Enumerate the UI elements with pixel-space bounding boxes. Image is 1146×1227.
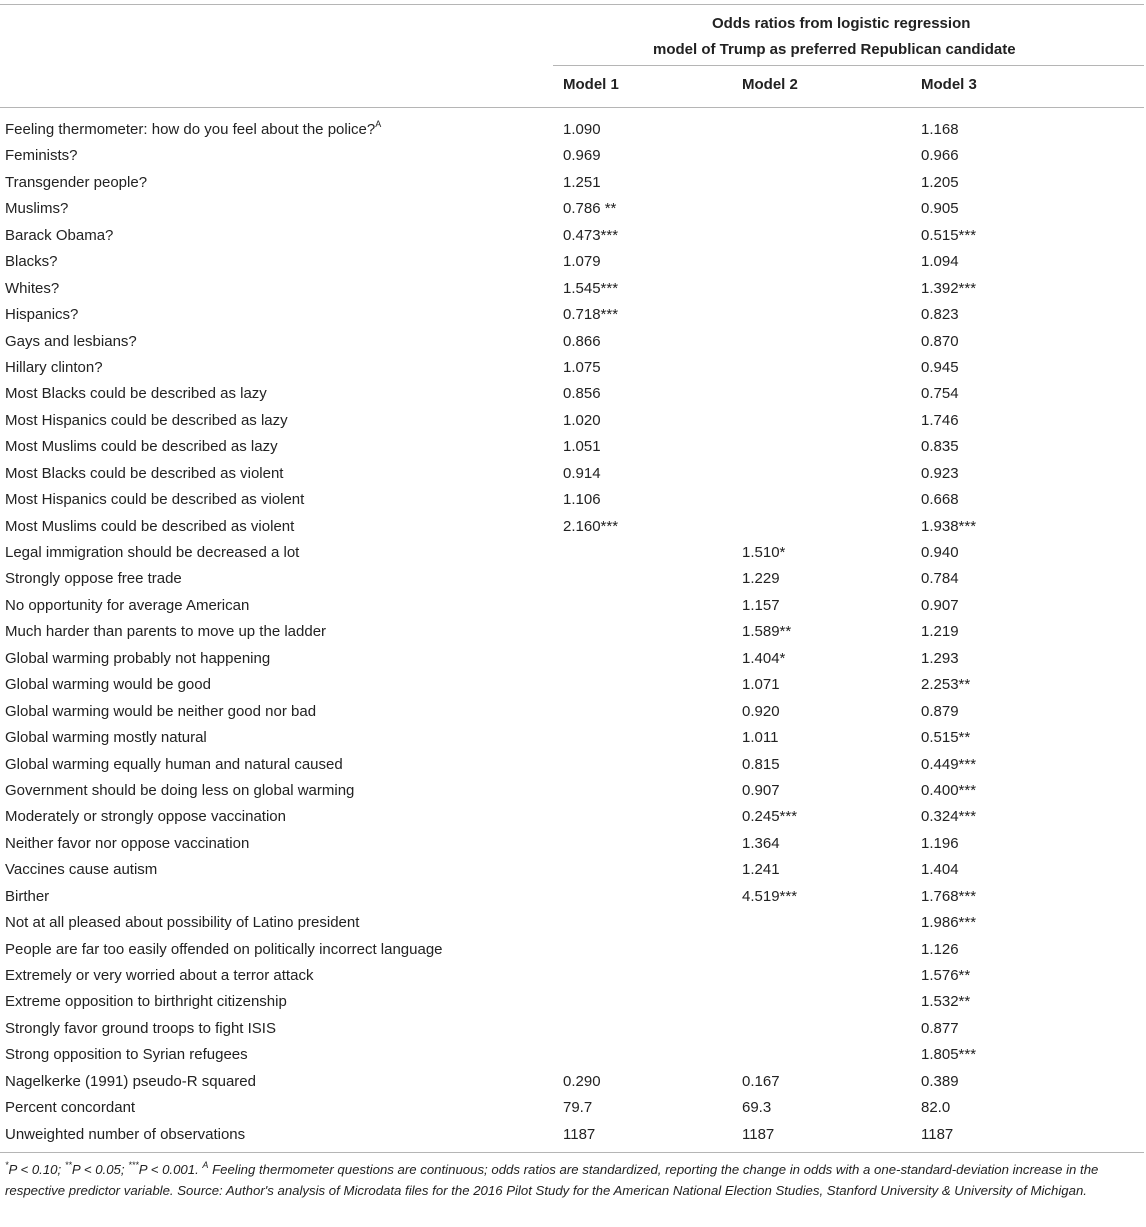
table-row <box>0 937 1144 963</box>
model-3-value: 1.938*** <box>921 517 977 535</box>
table-row <box>0 355 1144 381</box>
table-header-title <box>553 11 1144 63</box>
table-row <box>0 804 1144 830</box>
footnote-sup-1: * <box>5 1159 9 1170</box>
footnote-sup-4: A <box>202 1159 209 1170</box>
model-3-value: 0.784 <box>921 570 959 588</box>
model-3-value: 0.754 <box>921 385 959 403</box>
model-2-value: 1.157 <box>742 596 780 614</box>
row-label <box>5 1069 256 1095</box>
footnote-p3: P < 0.001. <box>138 1162 203 1177</box>
table-row <box>0 910 1144 936</box>
row-label <box>5 672 211 698</box>
row-label-text: Not at all pleased about possibility of Latino president <box>5 914 360 932</box>
row-label-text: Extremely or very worried about a terror attack <box>5 967 314 984</box>
table-row <box>0 170 1144 196</box>
row-label <box>5 804 286 830</box>
row-label <box>5 329 137 355</box>
row-label-text: Global warming mostly natural <box>5 729 207 747</box>
row-label <box>5 1042 248 1068</box>
row-label-text: Feeling thermometer: how do you feel about the police? <box>5 121 376 138</box>
table-row <box>0 593 1144 619</box>
model-1-value: 1187 <box>563 1125 596 1143</box>
table-top-rule <box>0 4 1144 5</box>
model-3-value: 1.746 <box>921 411 959 429</box>
row-label <box>5 408 288 434</box>
header-title-line-1: Odds ratios from logistic regression <box>712 15 971 32</box>
row-label-text: Much harder than parents to move up the ladder <box>5 623 327 641</box>
model-2-value: 1.589** <box>742 623 792 641</box>
model-3-value: 1.768*** <box>921 887 977 905</box>
row-label-text: Extreme opposition to birthright citizenship <box>5 993 287 1011</box>
row-label-text: Gays and lesbians? <box>5 332 137 350</box>
table-row <box>0 778 1144 804</box>
model-2-value: 0.907 <box>742 781 780 799</box>
table-row <box>0 884 1144 910</box>
table-row <box>0 963 1144 989</box>
model-2-value: 69.3 <box>742 1099 772 1117</box>
header-title-line-2: model of Trump as preferred Republican candidate <box>653 41 1016 58</box>
model-3-value: 82.0 <box>921 1099 951 1117</box>
row-label <box>5 170 147 196</box>
model-3-value: 0.870 <box>921 332 959 350</box>
row-label-text: Global warming equally human and natural caused <box>5 755 343 773</box>
row-label <box>5 619 326 645</box>
row-label-text: Most Hispanics could be described as violent <box>5 491 305 509</box>
table-row <box>0 699 1144 725</box>
table-row <box>0 646 1144 672</box>
model-1-value: 0.866 <box>563 332 601 350</box>
table-row <box>0 434 1144 460</box>
table-body <box>0 117 1144 1148</box>
footnote-text: Feeling thermometer questions are continuous; odds ratios are standardized, reporting the change in odds with a one-standard-deviation increase in the respective predictor variable. Source: Author's analysis of Microdata files for the 2016 Pilot Study for the American National Election Studies, Stanford University & University of Michigan. <box>5 1162 1099 1198</box>
row-label <box>5 117 381 143</box>
row-label <box>5 752 343 778</box>
row-label <box>5 699 316 725</box>
table-row <box>0 831 1144 857</box>
row-label <box>5 566 182 592</box>
model-3-value: 0.940 <box>921 544 959 561</box>
column-header-model-2: Model 2 <box>742 76 798 93</box>
footnote-p2: P < 0.05; <box>71 1162 129 1177</box>
model-3-value: 0.515*** <box>921 226 977 244</box>
table-row <box>0 857 1144 883</box>
model-3-value: 0.389 <box>921 1072 959 1090</box>
model-3-value: 1.168 <box>921 121 959 138</box>
column-header-model-1: Model 1 <box>563 76 619 93</box>
row-label-text: Legal immigration should be decreased a lot <box>5 544 300 561</box>
row-label <box>5 434 278 460</box>
table-row <box>0 725 1144 751</box>
row-label-text: Percent concordant <box>5 1099 136 1117</box>
model-3-value: 0.668 <box>921 491 959 509</box>
table-row <box>0 619 1144 645</box>
row-label <box>5 831 249 857</box>
row-label-text: Vaccines cause autism <box>5 861 158 879</box>
row-label <box>5 725 207 751</box>
table-row <box>0 276 1144 302</box>
table-row <box>0 752 1144 778</box>
model-3-value: 1.576** <box>921 967 971 984</box>
model-1-value: 1.075 <box>563 358 601 376</box>
table-row <box>0 1069 1144 1095</box>
table-row <box>0 1016 1144 1042</box>
model-2-value: 4.519*** <box>742 887 798 905</box>
row-label-text: Most Hispanics could be described as lazy <box>5 411 288 429</box>
row-label <box>5 461 283 487</box>
model-1-value: 0.473*** <box>563 226 619 244</box>
table-row <box>0 989 1144 1015</box>
row-label-text: Whites? <box>5 279 60 297</box>
row-label-text: Most Muslims could be described as violent <box>5 517 295 535</box>
model-3-value: 0.823 <box>921 306 959 324</box>
row-label-text: Global warming would be neither good nor bad <box>5 702 317 720</box>
row-label-text: Feminists? <box>5 147 78 165</box>
footnote-sup-3: *** <box>128 1159 139 1170</box>
row-label-text: Hillary clinton? <box>5 358 103 376</box>
model-2-value: 0.815 <box>742 755 780 773</box>
model-1-value: 1.545*** <box>563 279 619 297</box>
model-3-value: 1.392*** <box>921 279 977 297</box>
model-1-value: 0.856 <box>563 385 601 403</box>
row-label-text: Most Blacks could be described as lazy <box>5 385 267 403</box>
model-1-value: 79.7 <box>563 1099 593 1117</box>
table-bottom-rule <box>0 1152 1144 1153</box>
row-label <box>5 989 287 1015</box>
table-row <box>0 672 1144 698</box>
row-label-text: Global warming would be good <box>5 676 211 694</box>
model-1-value: 1.090 <box>563 121 601 138</box>
row-label-text: Barack Obama? <box>5 226 114 244</box>
row-label <box>5 593 249 619</box>
column-header-model-3: Model 3 <box>921 76 977 93</box>
table-row <box>0 223 1144 249</box>
model-3-value: 0.907 <box>921 596 959 614</box>
model-3-value: 0.400*** <box>921 781 977 799</box>
row-label <box>5 884 49 910</box>
model-3-value: 0.905 <box>921 200 959 218</box>
model-1-value: 1.020 <box>563 411 601 429</box>
model-3-value: 2.253** <box>921 676 971 694</box>
table-row <box>0 1095 1144 1121</box>
model-3-value: 0.877 <box>921 1019 959 1037</box>
header-bottom-rule <box>0 107 1144 108</box>
row-label <box>5 196 68 222</box>
row-label <box>5 355 103 381</box>
model-2-value: 1.364 <box>742 834 780 852</box>
model-2-value: 1.229 <box>742 570 780 588</box>
row-label <box>5 1122 245 1148</box>
table-row <box>0 1122 1144 1148</box>
model-3-value: 1.986*** <box>921 914 977 932</box>
model-1-value: 0.290 <box>563 1072 601 1090</box>
row-label-text: Strongly oppose free trade <box>5 570 182 588</box>
footnote-sup-2: ** <box>64 1159 72 1170</box>
model-3-value: 1.532** <box>921 993 971 1011</box>
footnote-p1: P < 0.10; <box>8 1162 65 1177</box>
table-row <box>0 566 1144 592</box>
row-label-text: Blacks? <box>5 253 58 271</box>
row-label <box>5 1095 135 1121</box>
row-label <box>5 276 59 302</box>
model-3-value: 1.805*** <box>921 1046 977 1064</box>
model-2-value: 0.167 <box>742 1072 780 1090</box>
model-3-value: 0.879 <box>921 702 959 720</box>
model-1-value: 1.079 <box>563 253 601 271</box>
model-3-value: 0.324*** <box>921 808 977 826</box>
row-label <box>5 778 354 804</box>
table-row <box>0 540 1144 566</box>
model-3-value: 0.966 <box>921 147 959 165</box>
table-row <box>0 381 1144 407</box>
row-label-text: Government should be doing less on global warming <box>5 781 355 799</box>
row-label <box>5 302 78 328</box>
row-label <box>5 646 270 672</box>
model-3-value: 1.404 <box>921 861 959 879</box>
row-label <box>5 514 294 540</box>
model-2-value: 1.241 <box>742 861 780 879</box>
model-1-value: 1.051 <box>563 438 601 456</box>
row-label-text: Muslims? <box>5 200 69 218</box>
model-2-value: 0.920 <box>742 702 780 720</box>
row-label-text: Nagelkerke (1991) pseudo-R squared <box>5 1072 256 1090</box>
table-row <box>0 249 1144 275</box>
model-2-value: 0.245*** <box>742 808 798 826</box>
table-row <box>0 408 1144 434</box>
row-label-superscript: A <box>375 119 382 129</box>
model-3-value: 1.094 <box>921 253 959 271</box>
row-label-text: Hispanics? <box>5 306 79 324</box>
row-label <box>5 910 359 936</box>
model-2-value: 1.011 <box>742 729 779 747</box>
model-3-value: 0.515** <box>921 729 971 747</box>
row-label <box>5 857 157 883</box>
model-3-value: 1.293 <box>921 649 959 667</box>
row-label-text: Most Blacks could be described as violent <box>5 464 284 482</box>
model-2-value: 1.071 <box>742 676 780 694</box>
model-2-value: 1187 <box>742 1125 775 1143</box>
model-1-value: 0.786 ** <box>563 200 617 218</box>
model-1-value: 0.718*** <box>563 306 619 324</box>
table-row <box>0 196 1144 222</box>
model-2-value: 1.510* <box>742 544 786 561</box>
model-3-value: 0.923 <box>921 464 959 482</box>
table-row <box>0 487 1144 513</box>
model-2-value: 1.404* <box>742 649 786 667</box>
row-label-text: Global warming probably not happening <box>5 649 271 667</box>
row-label <box>5 381 267 407</box>
table-row <box>0 302 1144 328</box>
row-label-text: People are far too easily offended on politically incorrect language <box>5 940 443 958</box>
row-label <box>5 143 78 169</box>
row-label <box>5 249 58 275</box>
row-label <box>5 963 313 989</box>
table-row <box>0 117 1144 143</box>
row-label-text: Birther <box>5 887 50 905</box>
table-row <box>0 514 1144 540</box>
model-1-value: 1.251 <box>563 173 601 191</box>
table-row <box>0 1042 1144 1068</box>
model-3-value: 1.126 <box>921 940 959 958</box>
table-row <box>0 329 1144 355</box>
model-1-value: 2.160*** <box>563 517 619 535</box>
table-footnote <box>5 1159 1143 1201</box>
model-3-value: 0.945 <box>921 358 959 376</box>
row-label <box>5 223 113 249</box>
model-1-value: 0.914 <box>563 464 601 482</box>
row-label-text: Neither favor nor oppose vaccination <box>5 834 250 852</box>
row-label-text: Most Muslims could be described as lazy <box>5 438 278 456</box>
row-label <box>5 540 299 566</box>
header-spanner-rule <box>553 65 1144 66</box>
table-row <box>0 461 1144 487</box>
row-label-text: No opportunity for average American <box>5 596 250 614</box>
row-label-text: Unweighted number of observations <box>5 1125 246 1143</box>
model-3-value: 1187 <box>921 1125 954 1143</box>
row-label-text: Moderately or strongly oppose vaccination <box>5 808 286 826</box>
model-3-value: 0.449*** <box>921 755 977 773</box>
row-label <box>5 487 304 513</box>
model-3-value: 0.835 <box>921 438 959 456</box>
row-label-text: Strongly favor ground troops to fight ISIS <box>5 1019 276 1037</box>
table-row <box>0 143 1144 169</box>
row-label-text: Transgender people? <box>5 173 148 191</box>
row-label-text: Strong opposition to Syrian refugees <box>5 1046 248 1064</box>
model-3-value: 1.196 <box>921 834 959 852</box>
row-label <box>5 937 443 963</box>
model-1-value: 0.969 <box>563 147 601 165</box>
model-1-value: 1.106 <box>563 491 601 509</box>
model-3-value: 1.205 <box>921 173 959 191</box>
model-3-value: 1.219 <box>921 623 959 641</box>
row-label <box>5 1016 276 1042</box>
